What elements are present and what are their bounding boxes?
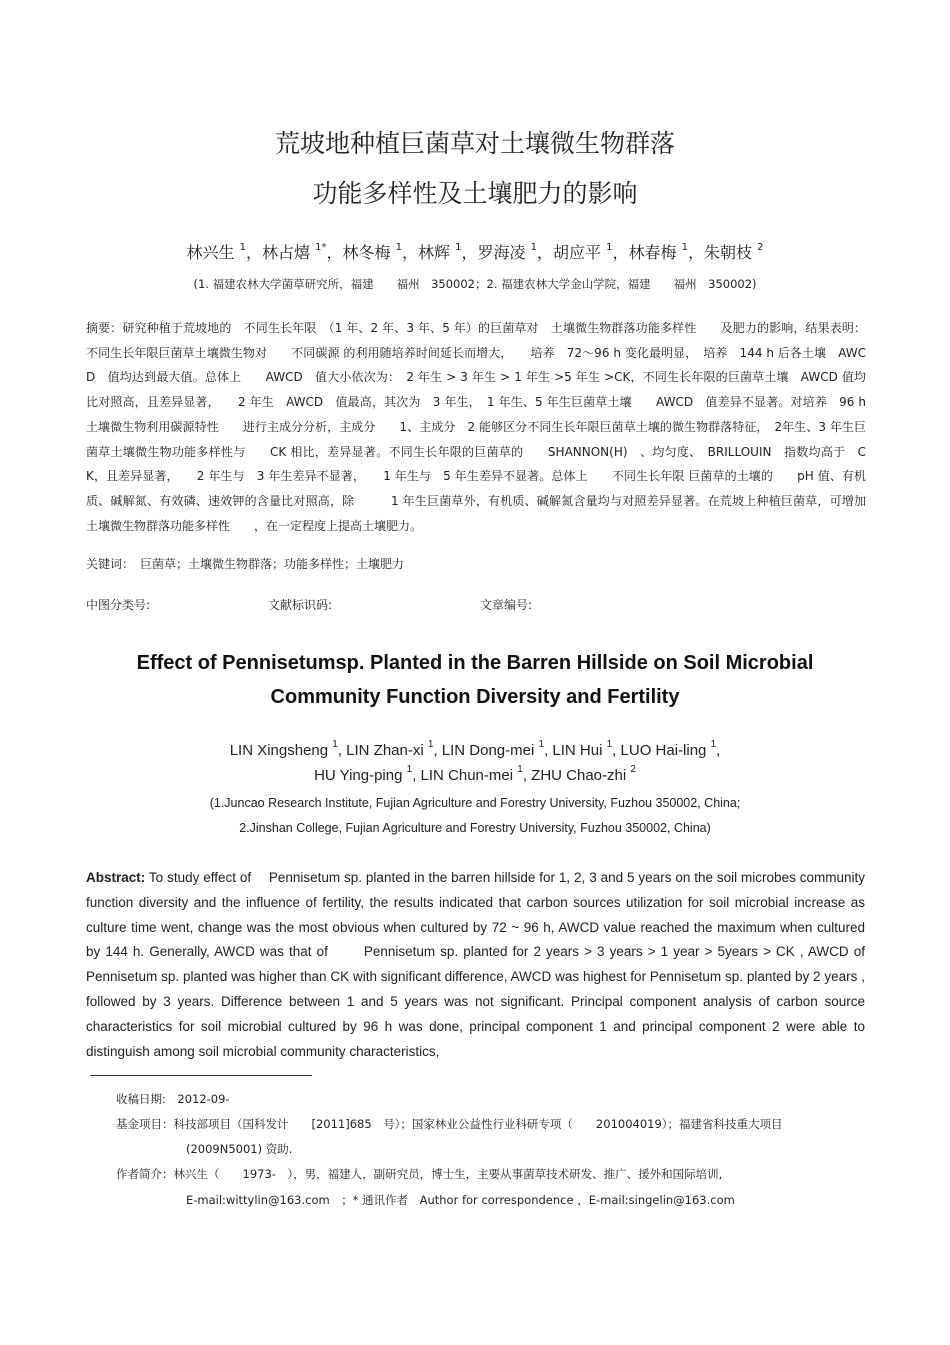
author-name: LIN Hui xyxy=(552,742,603,759)
footnote-fund-line2: (2009N5001) 资助. xyxy=(186,1142,293,1156)
author-name: 林冬梅 xyxy=(342,243,391,262)
author-name: HU Ying-ping xyxy=(314,767,403,784)
author-name: ZHU Chao-zhi xyxy=(531,767,627,784)
title-en-line2: Community Function Diversity and Fertility xyxy=(270,686,680,708)
author-affiliation-marker: 2 xyxy=(757,241,764,253)
author-affiliation-marker: 1 xyxy=(406,764,413,775)
author-affiliation-marker: 1 xyxy=(710,739,717,750)
author-name: 胡应平 xyxy=(553,243,602,262)
author-affiliation-marker: 1 xyxy=(455,241,462,253)
authors-cn: 林兴生 $^1$，林占熺 $^{1*}$，林冬梅 $^1$，林辉 $^1$，罗海凌 $^1$，胡应平 $^1$，林春梅 $^1$，朱朝枝 $^2$ xyxy=(186,241,764,262)
author-name: 朱朝枝 xyxy=(704,243,753,262)
authors-en-line2: HU Ying-ping $^1$, LIN Chun-mei $^1$, ZHU Chao-zhi $^2$ xyxy=(314,764,636,784)
author-name: LIN Xingsheng xyxy=(229,742,329,759)
title-en-line1: Effect of Pennisetumsp. Planted in the Barren Hillside on Soil Microbial xyxy=(136,652,814,674)
clc-label: 中图分类号: xyxy=(86,598,151,612)
affiliation-en-line1: (1.Juncao Research Institute, Fujian Agriculture and Forestry University, Fuzhou 350002, China; xyxy=(209,796,741,810)
author-affiliation-marker: 1 xyxy=(606,241,613,253)
abstract-cn: 摘要：研究种植于荒坡地的 不同生长年限 （1 年、2 年、3 年、5 年）的巨菌草对 土壤微生物群落功能多样性 及肥力的影响，结果表明：不同生长年限巨菌草土壤微生物对 不同碳源 的利用随培养时间延长而增大， 培养 72～96 h 变化最明显， 培养 144 h 后各土壤 AWCD 值均达到最大值。总体上 AWCD 值大小依次为： 2 年生 > 3 年生 > 1 年生 >5 年生 >CK，不同生长年限的巨菌草土壤 AWCD 值均比对照高，且差异显著， 2 年生 AWCD 值最高，其次为 3 年生， 1 年生、5 年生巨菌草土壤 AWCD 值差异不显著。对培养 96 h 土壤微生物利用碳源特性 进行主成分分析，主成分 1、主成分 2 能够区分不同生长年限巨菌草土壤的微生物群落特征， 2年生、3 年生巨菌草土壤微生物功能多样性与 CK 相比，差异显著。不同生长年限的巨菌草的 SHANNON(H) 、均匀度、 BRILLOUIN 指数均高于 CK，且差异显著， 2 年生与 3 年生差异不显著， 1 年生与 5 年生差异不显著。总体上 不同生长年限 巨菌草的土壤的 pH 值、有机质、碱解氮、有效磷、速效钾的含量比对照高，除 1 年生巨菌草外，有机质、碱解氮含量均与对照差异显著。在荒坡上种植巨菌草，可增加 土壤微生物群落功能多样性 ，在一定程度上提高土壤肥力。 xyxy=(86,321,903,533)
affiliation-en-line2: 2.Jinshan College, Fujian Agriculture and Forestry University, Fuzhou 350002, China) xyxy=(239,821,711,835)
title-cn-line1: 荒坡地种植巨菌草对土壤微生物群落 xyxy=(274,129,675,158)
keywords-cn: 关键词： 巨菌草；土壤微生物群落；功能多样性；土壤肥力 xyxy=(86,557,405,571)
author-affiliation-marker: 1 xyxy=(681,241,688,253)
authors-en-line1: LIN Xingsheng $^1$, LIN Zhan-xi $^1$, LIN Dong-mei $^1$, LIN Hui $^1$, LUO Hai-ling $^1$, xyxy=(229,739,721,759)
author-name: 林占熺 xyxy=(262,243,311,262)
author-affiliation-marker: 2 xyxy=(630,764,636,775)
footnote-received: 收稿日期: 2012-09- xyxy=(116,1092,230,1106)
doc-code-label: 文献标识码: xyxy=(268,598,333,612)
footnote-fund-line1: 基金项目：科技部项目（国科发计 [2011]685 号）；国家林业公益性行业科研专项（ 201004019）；福建省科技重大项目 xyxy=(116,1117,783,1131)
author-affiliation-marker: 1 xyxy=(332,739,338,750)
author-name: LIN Chun-mei xyxy=(420,767,514,784)
affiliation-cn: (1. 福建农林大学菌草研究所，福建 福州 350002；2. 福建农林大学金山学院，福建 福州 350002) xyxy=(193,277,757,291)
author-name: 林兴生 xyxy=(186,243,235,262)
abstract-en-text: To study effect of Pennisetum sp. planted in the barren hillside for 1, 2, 3 and 5 years on the soil microbes community function diversity and the influence of fertility, the results indicated that carbon sources utilization for soil microbial increase as culture time went, change was the most obvious when cultured by 72 ~ 96 h, AWCD value reached the maximum when cultured by 144 h. Generally, AWCD was that of Pennisetum sp. planted for 2 years > 3 years > 1 year > 5years > CK , AWCD of Pennisetum sp. planted was higher than CK with significant difference, AWCD was highest for Pennisetum sp. planted by 2 years , followed by 3 years. Difference between 1 and 5 years was not significant. Principal component analysis of carbon source characteristics for soil microbial cultured by 96 h was done, principal component 1 and principal component 2 were able to distinguish among soil microbial community characteristics, xyxy=(86,870,865,1059)
author-affiliation-marker: 1* xyxy=(315,241,327,253)
footnote-author-line2: E-mail:wittylin@163.com ；* 通讯作者 Author for correspondence ，E-mail:singelin@163.com xyxy=(186,1193,735,1207)
author-affiliation-marker: 1 xyxy=(395,241,402,253)
footnote-divider xyxy=(90,1075,312,1076)
author-name: LIN Zhan-xi xyxy=(346,742,424,759)
abstract-en xyxy=(86,866,865,1064)
abstract-en-label: Abstract: xyxy=(86,870,146,885)
article-no-label: 文章编号: xyxy=(480,598,533,612)
author-name: LUO Hai-ling xyxy=(620,742,707,759)
author-name: 罗海凌 xyxy=(477,243,526,262)
author-name: 林春梅 xyxy=(628,243,677,262)
author-affiliation-marker: 1 xyxy=(239,241,246,253)
footnote-author-line1: 作者简介：林兴生（ 1973- ），男，福建人，副研究员，博士生，主要从事菌草技术研发、推广、援外和国际培训, xyxy=(116,1167,723,1181)
author-name: 林辉 xyxy=(418,243,451,262)
author-affiliation-marker: 1 xyxy=(530,241,537,253)
author-affiliation-marker: 1 xyxy=(427,739,434,750)
author-affiliation-marker: 1 xyxy=(517,764,523,775)
author-affiliation-marker: 1 xyxy=(606,739,613,750)
title-cn-line2: 功能多样性及土壤肥力的影响 xyxy=(312,179,638,208)
author-affiliation-marker: 1 xyxy=(538,739,545,750)
author-name: LIN Dong-mei xyxy=(441,742,535,759)
